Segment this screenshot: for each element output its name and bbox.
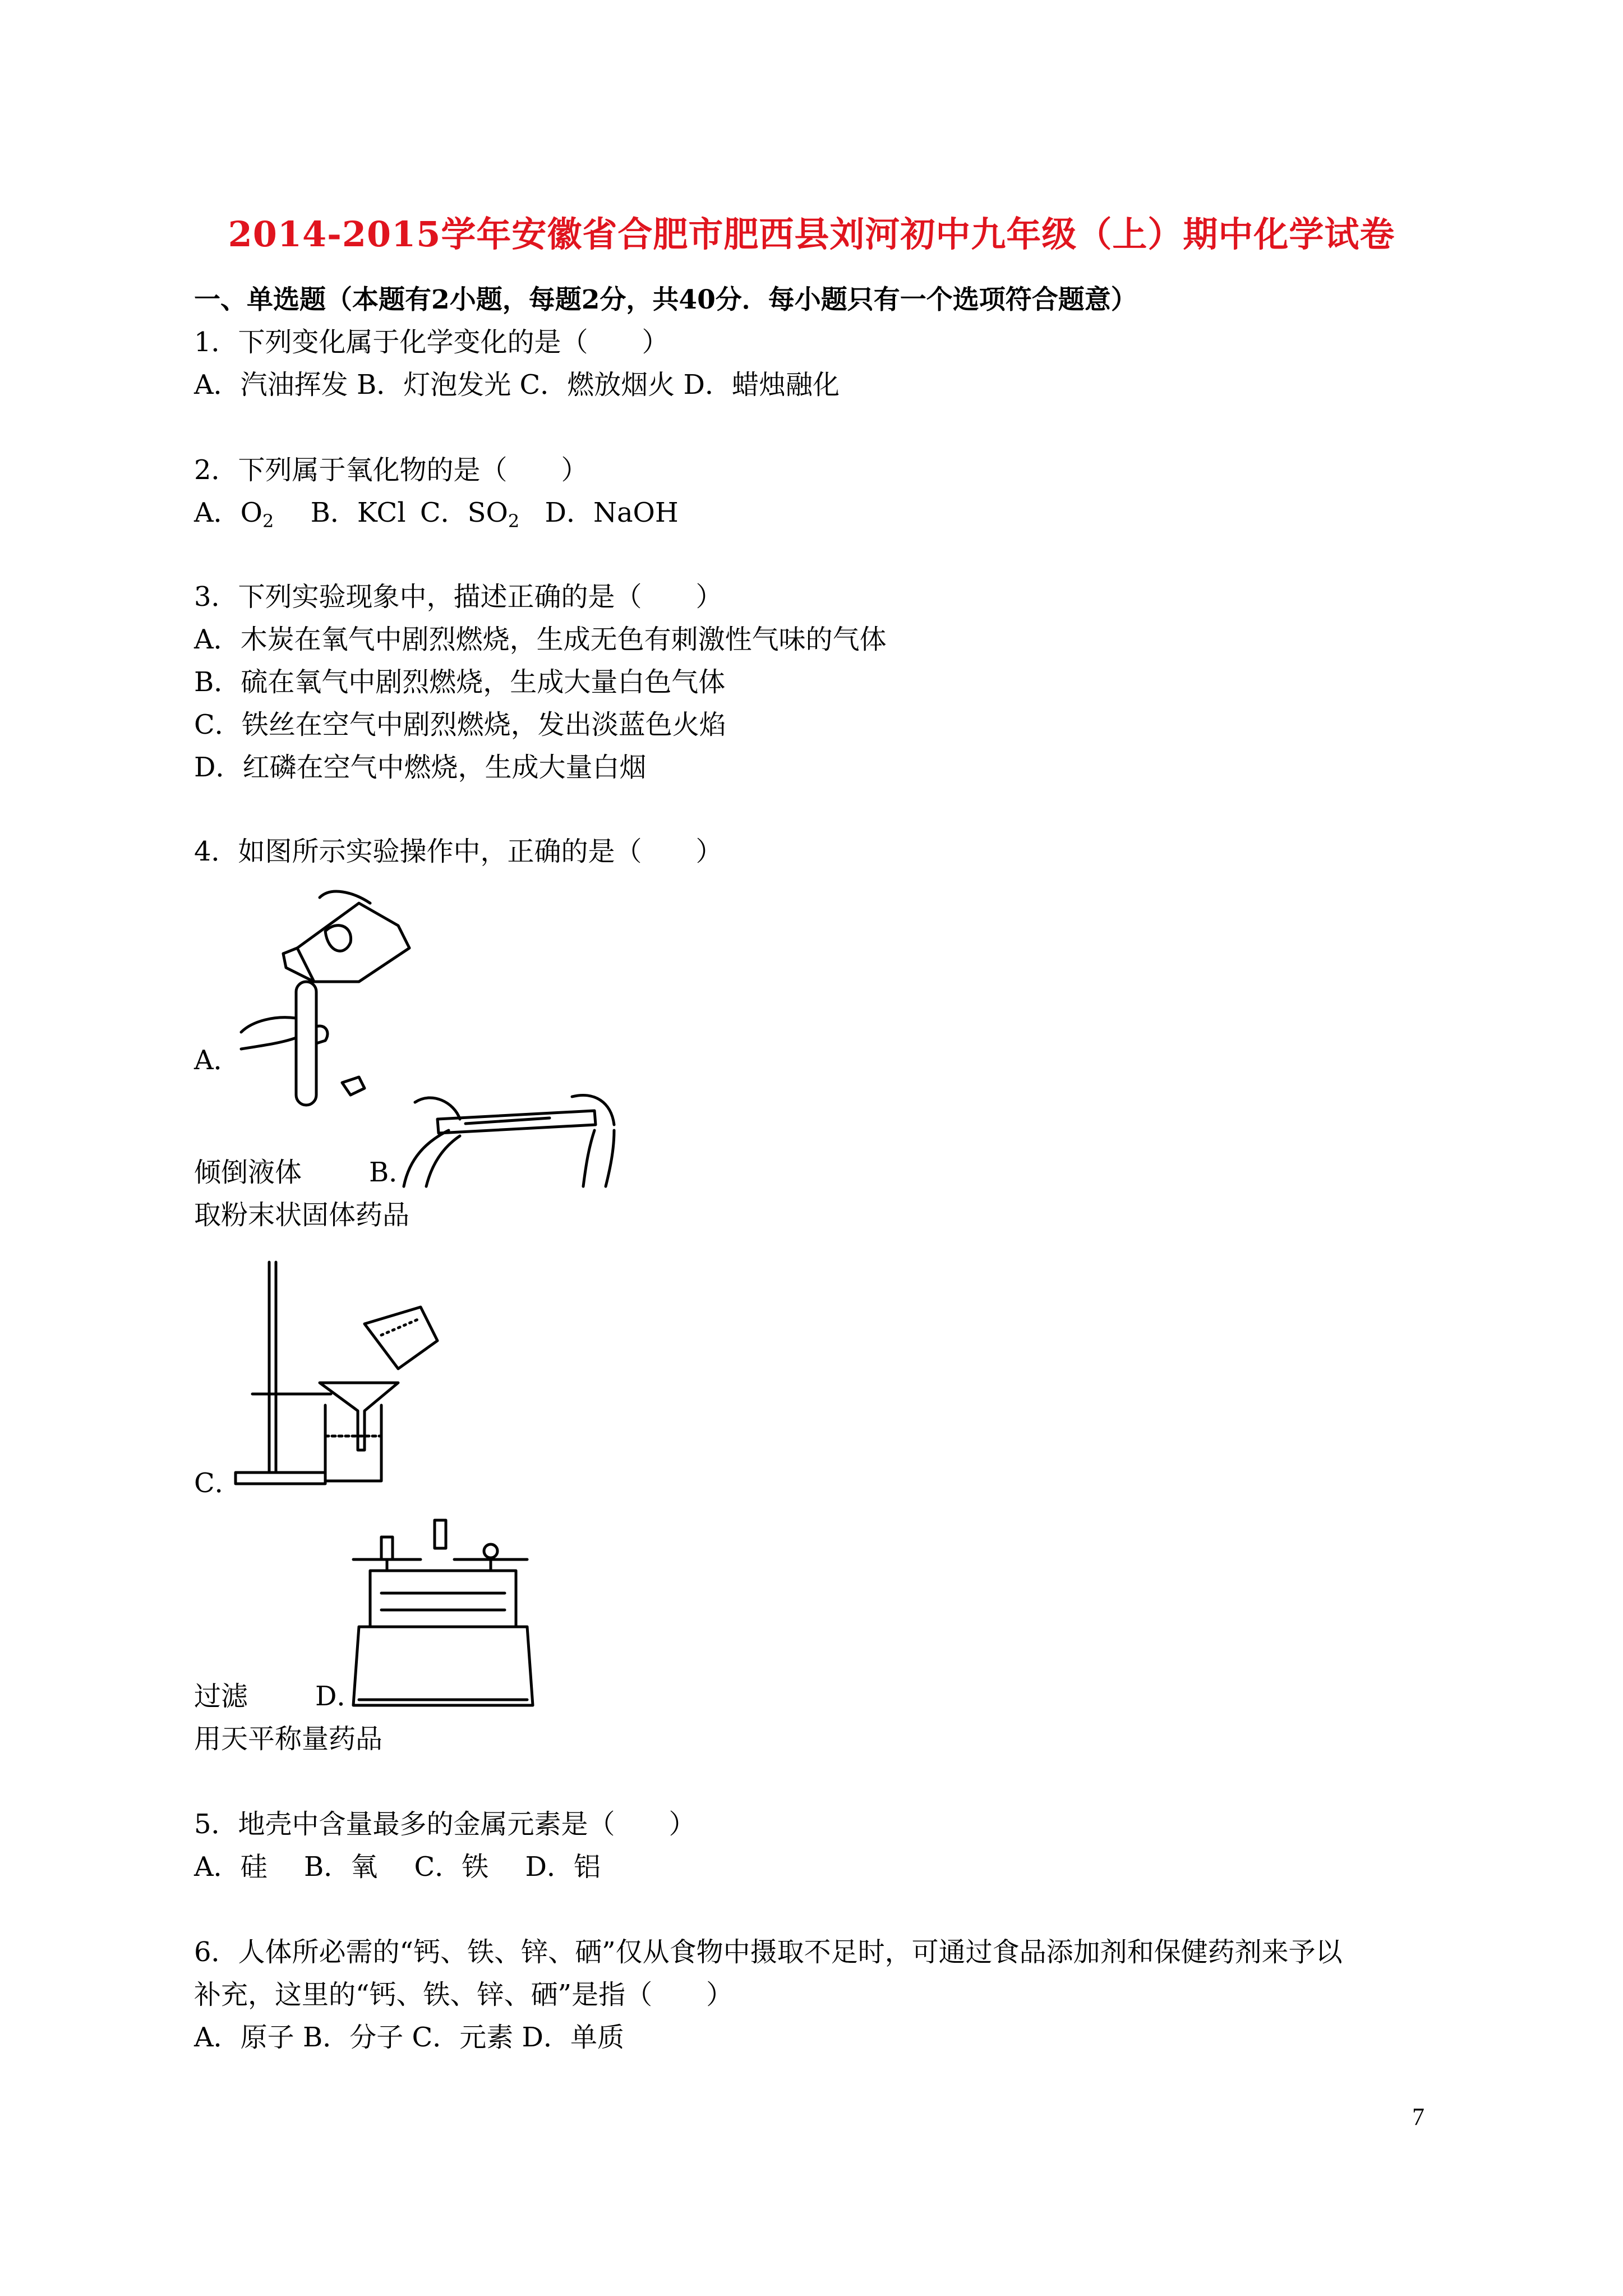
subscript: 2: [508, 510, 520, 532]
powder-trough-figure: [393, 1080, 628, 1192]
figure-d-label[interactable]: D．: [315, 1681, 364, 1712]
option-c[interactable]: [420, 496, 519, 538]
question-2-stem: 2．下列属于氧化物的是（ ）: [194, 454, 588, 486]
question-5-stem: 5．地壳中含量最多的金属元素是（ ）: [194, 1809, 696, 1840]
question-5-options: [194, 1850, 601, 1884]
question-6-stem-line-2: 补充，这里的“钙、铁、锌、硒”是指（ ）: [194, 1979, 734, 2010]
balance-figure: [348, 1515, 538, 1717]
option-a[interactable]: [194, 496, 274, 538]
option-d[interactable]: D．红磷在空气中燃烧，生成大量白烟: [194, 752, 647, 783]
question-4-stem: 4．如图所示实验操作中，正确的是（ ）: [194, 836, 723, 867]
option-text: B．KCl: [310, 497, 406, 528]
section-heading: 一、单选题（本题有2小题，每题2分，共40分．每小题只有一个选项符合题意）: [194, 284, 1137, 315]
figure-a-label[interactable]: A．: [194, 1045, 241, 1076]
option-c[interactable]: C．铁: [414, 1851, 489, 1883]
subscript: 2: [262, 510, 274, 532]
option-c[interactable]: C．铁丝在空气中剧烈燃烧，发出淡蓝色火焰: [194, 709, 726, 740]
figure-c-label[interactable]: C．: [194, 1467, 242, 1499]
option-a[interactable]: A．汽油挥发: [194, 369, 348, 401]
figure-c-caption-line: [194, 1680, 364, 1713]
option-d[interactable]: D．蜡烛融化: [683, 369, 840, 401]
figure-c-caption: 过滤: [194, 1681, 248, 1712]
option-b[interactable]: B．分子: [302, 2022, 404, 2053]
question-3-stem: 3．下列实验现象中，描述正确的是（ ）: [194, 581, 723, 613]
option-b[interactable]: B．灯泡发光: [356, 369, 511, 401]
figure-a-caption: 倾倒液体: [194, 1157, 302, 1188]
option-d[interactable]: [545, 496, 678, 530]
question-6-stem-line-1: 6．人体所必需的“钙、铁、锌、硒”仅从食物中摄取不足时，可通过食品添加剂和保健药剂来予以: [194, 1936, 1343, 1968]
page-title: 2014-2015学年安徽省合肥市肥西县刘河初中九年级（上）期中化学试卷: [228, 214, 1395, 255]
option-b[interactable]: [311, 496, 406, 530]
option-a[interactable]: A．原子: [194, 2022, 294, 2053]
filtration-figure: [230, 1257, 465, 1492]
option-text: A．O: [194, 497, 263, 528]
page-number: 7: [1412, 2103, 1424, 2131]
figure-a-caption-line: [194, 1156, 416, 1189]
figure-b-label[interactable]: B．: [369, 1157, 416, 1188]
question-2-options: [194, 496, 679, 538]
option-a[interactable]: A．木炭在氧气中剧烈燃烧，生成无色有刺激性气味的气体: [194, 624, 887, 655]
option-c[interactable]: C．元素: [412, 2022, 514, 2053]
figure-b-caption: 取粉末状固体药品: [194, 1199, 410, 1231]
option-d[interactable]: D．单质: [522, 2022, 624, 2053]
question-1-options: [194, 368, 840, 402]
option-a[interactable]: A．硅: [194, 1851, 268, 1883]
question-6-options: [194, 2021, 624, 2054]
option-c[interactable]: C．燃放烟火: [519, 369, 675, 401]
question-1-stem: 1．下列变化属于化学变化的是（ ）: [194, 326, 669, 358]
option-b[interactable]: B．硫在氧气中剧烈燃烧，生成大量白色气体: [194, 666, 726, 698]
figure-d-caption: 用天平称量药品: [194, 1723, 383, 1755]
option-b[interactable]: B．氧: [303, 1851, 378, 1883]
option-text: C．SO: [419, 497, 508, 528]
option-text: D．NaOH: [545, 497, 679, 528]
option-d[interactable]: D．铝: [525, 1851, 601, 1883]
